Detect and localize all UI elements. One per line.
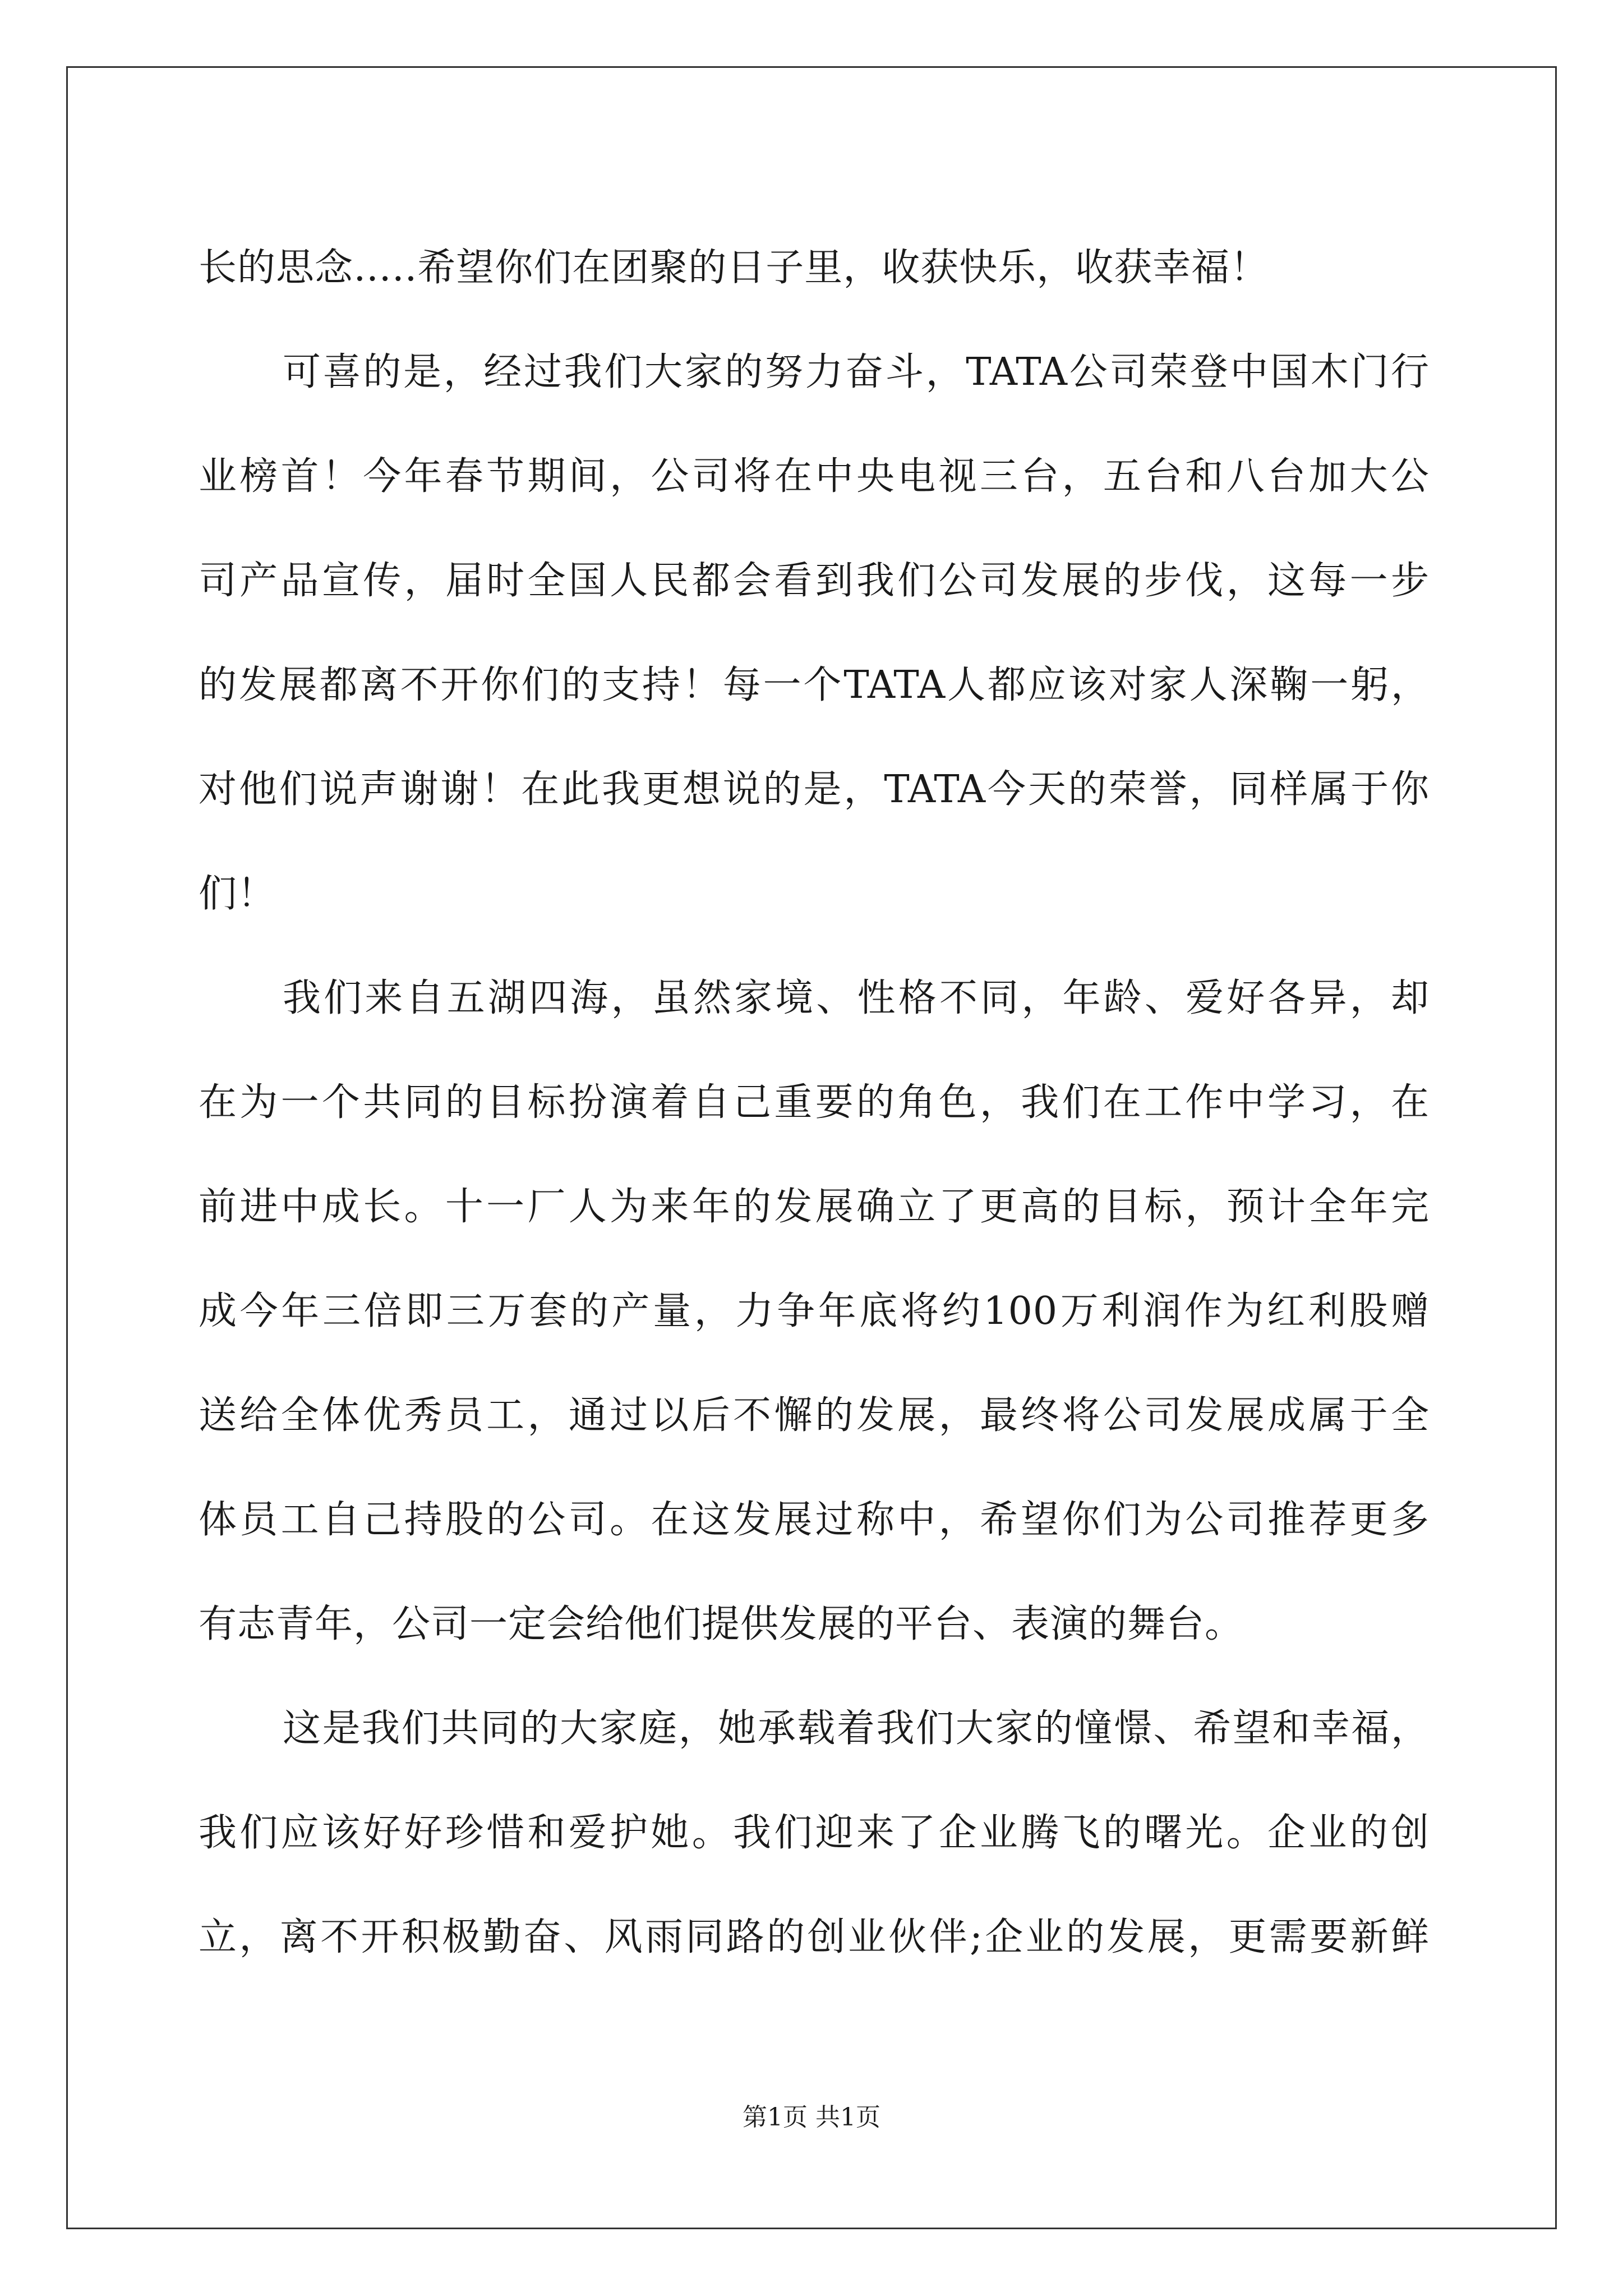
text-line: 我们应该好好珍惜和爱护她。我们迎来了企业腾飞的曙光。企业的创 [199,1811,1430,1855]
page-footer [0,2101,1623,2134]
text-line: 对他们说声谢谢！在此我更想说的是，TATA今天的荣誉，同样属于你 [199,767,1430,812]
text-line: 司产品宣传，届时全国人民都会看到我们公司发展的步伐，这每一步 [199,559,1430,603]
text-line: 的发展都离不开你们的支持！每一个TATA人都应该对家人深鞠一躬， [199,663,1430,707]
text-line: 体员工自己持股的公司。在这发展过称中，希望你们为公司推荐更多 [199,1498,1430,1542]
text-line: 业榜首！今年春节期间，公司将在中央电视三台，五台和八台加大公 [199,454,1430,499]
text-line: 我们来自五湖四海，虽然家境、性格不同，年龄、爱好各异，却 [283,976,1430,1020]
text-line: 在为一个共同的目标扮演着自己重要的角色，我们在工作中学习，在 [199,1080,1430,1125]
text-line: 长的思念…..希望你们在团聚的日子里，收获快乐，收获幸福！ [199,246,1269,290]
text-line: 们！ [199,872,276,916]
text-line: 立，离不开积极勤奋、风雨同路的创业伙伴;企业的发展，更需要新鲜 [199,1915,1430,1959]
text-line: 可喜的是，经过我们大家的努力奋斗，TATA公司荣登中国木门行 [283,350,1430,394]
text-line: 有志青年，公司一定会给他们提供发展的平台、表演的舞台。 [199,1602,1244,1646]
text-line: 这是我们共同的大家庭，她承载着我们大家的憧憬、希望和幸福， [283,1706,1430,1751]
text-line: 前进中成长。十一厂人为来年的发展确立了更高的目标，预计全年完 [199,1185,1430,1229]
text-line: 送给全体优秀员工，通过以后不懈的发展，最终将公司发展成属于全 [199,1393,1430,1438]
document-body [199,216,1430,1990]
text-line: 成今年三倍即三万套的产量，力争年底将约100万利润作为红利股赠 [199,1289,1430,1333]
page-number: 第1页 共1页 [743,2103,880,2132]
